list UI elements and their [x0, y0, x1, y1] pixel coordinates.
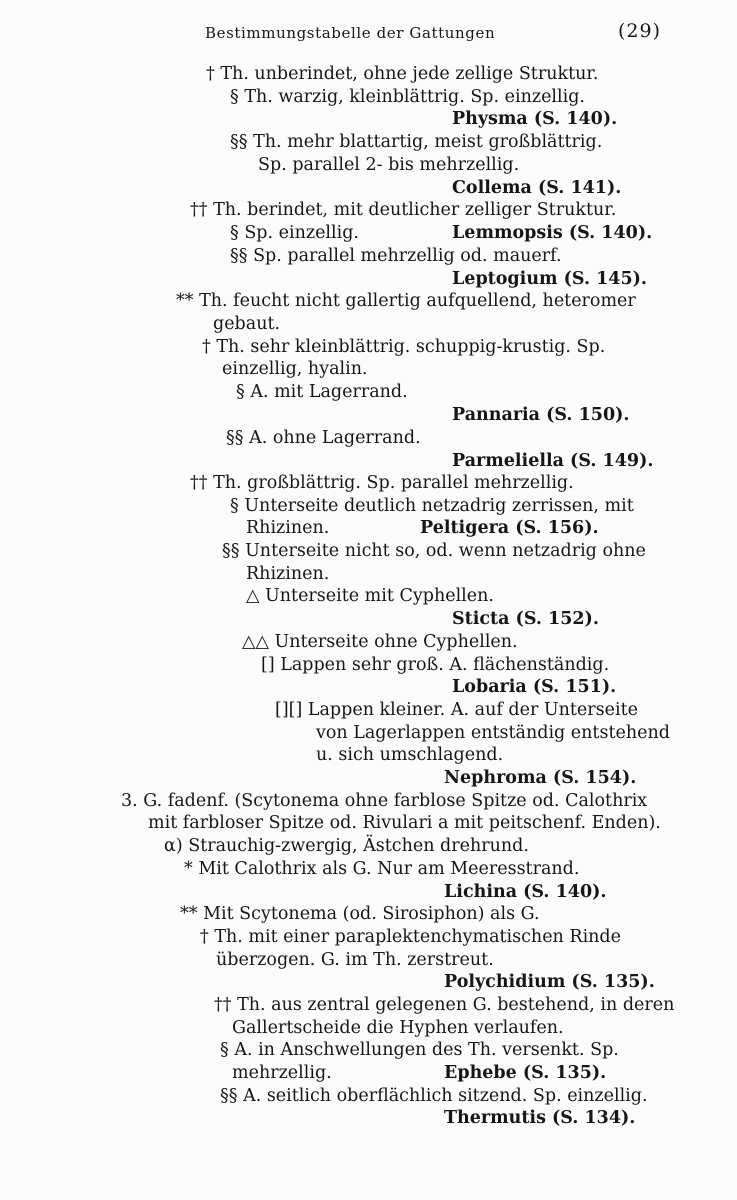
key-line: mit farbloser Spitze od. Rivulari a mit peitschenf. Enden). — [148, 813, 661, 833]
key-line: einzellig, hyalin. — [222, 359, 368, 379]
genus-entry: Lichina (S. 140). — [444, 882, 607, 902]
running-title: Bestimmungstabelle der Gattungen — [205, 24, 496, 42]
key-line: † Th. sehr kleinblättrig. schuppig-krustig. Sp. — [202, 337, 606, 357]
key-line: §§ Sp. parallel mehrzellig od. mauerf. — [230, 246, 562, 266]
key-line: §§ Unterseite nicht so, od. wenn netzadrig ohne — [222, 541, 646, 561]
genus-entry: Sticta (S. 152). — [452, 609, 599, 629]
key-line: Gallertscheide die Hyphen verlaufen. — [232, 1018, 564, 1038]
key-line: △△ Unterseite ohne Cyphellen. — [242, 632, 518, 652]
key-line: △ Unterseite mit Cyphellen. — [246, 586, 494, 606]
key-line: §§ A. ohne Lagerrand. — [226, 428, 421, 448]
key-line: Rhizinen. — [246, 518, 330, 538]
key-line: [] Lappen sehr groß. A. flächenständig. — [261, 655, 610, 675]
key-line: §§ Th. mehr blattartig, meist großblättrig. — [230, 132, 603, 152]
genus-entry: Pannaria (S. 150). — [452, 405, 630, 425]
key-line: Rhizinen. — [246, 564, 330, 584]
key-line: überzogen. G. im Th. zerstreut. — [216, 950, 494, 970]
key-line: † Th. unberindet, ohne jede zellige Struktur. — [206, 64, 599, 84]
genus-entry: Lobaria (S. 151). — [452, 677, 617, 697]
key-line: ** Th. feucht nicht gallertig aufquellend, heteromer — [176, 291, 636, 311]
key-line: § Unterseite deutlich netzadrig zerrissen, mit — [230, 496, 634, 516]
page-number: (29) — [618, 20, 662, 42]
genus-entry: Ephebe (S. 135). — [444, 1063, 607, 1083]
key-line: Sp. parallel 2- bis mehrzellig. — [258, 155, 520, 175]
key-line: § A. mit Lagerrand. — [236, 382, 408, 402]
genus-entry: Polychidium (S. 135). — [444, 972, 655, 992]
key-line: † Th. mit einer paraplektenchymatischen Rinde — [200, 927, 621, 947]
key-line: gebaut. — [213, 314, 281, 334]
genus-entry: Peltigera (S. 156). — [420, 518, 599, 538]
genus-entry: Physma (S. 140). — [452, 109, 618, 129]
genus-entry: Nephroma (S. 154). — [444, 768, 637, 788]
key-line: †† Th. berindet, mit deutlicher zelliger Struktur. — [190, 200, 617, 220]
key-line: u. sich umschlagend. — [316, 745, 504, 765]
genus-entry: Collema (S. 141). — [452, 178, 622, 198]
key-line: α) Strauchig-zwergig, Ästchen drehrund. — [164, 836, 529, 856]
genus-entry: Leptogium (S. 145). — [452, 269, 648, 289]
key-line: § Th. warzig, kleinblättrig. Sp. einzellig. — [230, 87, 585, 107]
key-line: § A. in Anschwellungen des Th. versenkt. Sp. — [220, 1040, 619, 1060]
key-line: †† Th. aus zentral gelegenen G. bestehend, in deren — [214, 995, 675, 1015]
key-line: [][] Lappen kleiner. A. auf der Unterseite — [275, 700, 638, 720]
genus-entry: Parmeliella (S. 149). — [452, 451, 654, 471]
key-line: mehrzellig. — [232, 1063, 332, 1083]
key-line: ** Mit Scytonema (od. Sirosiphon) als G. — [180, 904, 540, 924]
key-line: § Sp. einzellig. — [230, 223, 359, 243]
genus-entry: Thermutis (S. 134). — [444, 1108, 636, 1128]
key-line: 3. G. fadenf. (Scytonema ohne farblose Spitze od. Calothrix — [121, 791, 648, 811]
key-line: §§ A. seitlich oberflächlich sitzend. Sp. einzellig. — [220, 1086, 648, 1106]
key-line: †† Th. großblättrig. Sp. parallel mehrzellig. — [190, 473, 574, 493]
genus-entry: Lemmopsis (S. 140). — [452, 223, 653, 243]
key-line: von Lagerlappen entständig entstehend — [316, 723, 670, 743]
key-line: * Mit Calothrix als G. Nur am Meeresstrand. — [184, 859, 580, 879]
